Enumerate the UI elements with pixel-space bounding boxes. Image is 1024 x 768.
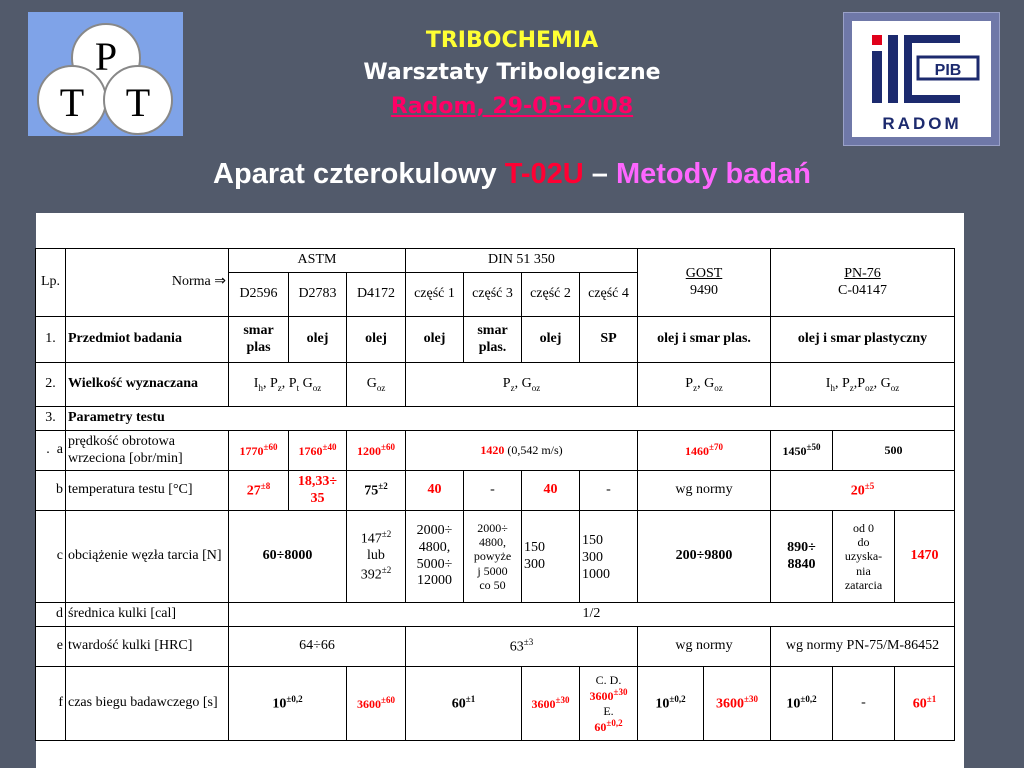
rowb-label: temperatura testu [°C] — [66, 471, 229, 511]
din-part4-header: część 4 — [580, 273, 638, 317]
rowf-gost2: $3600^{\pm 30}$ — [704, 667, 771, 741]
header-title: TRIBOCHEMIA — [425, 28, 599, 53]
astm-header: ASTM — [229, 249, 406, 273]
d2596-header: D2596 — [229, 273, 289, 317]
pn-name: PN-76 — [844, 265, 881, 281]
rowb-din1: 40 — [406, 471, 464, 511]
rowa-label: prędkość obrotowa wrzeciona [obr/min] — [66, 431, 229, 471]
slide-title-methods: Metody badań — [615, 158, 811, 190]
header-date-link[interactable]: Radom, 29-05-2008 — [390, 94, 634, 119]
row3-number: 3. — [36, 407, 66, 431]
svg-text:T: T — [125, 80, 151, 125]
din-part3-header: część 3 — [464, 273, 522, 317]
rowc-letter: c — [36, 511, 66, 603]
row1-din3: smar plas. — [464, 317, 522, 363]
pn-number: C-04147 — [838, 282, 887, 298]
rowc-din4: 150 300 1000 — [580, 511, 638, 603]
rowa-letter-text: a — [56, 442, 63, 458]
rowf-din13: $60^{\pm 1}$ — [406, 667, 522, 741]
rowf-din2: $3600^{\pm 30}$ — [522, 667, 580, 741]
table-panel — [36, 213, 964, 768]
svg-text:T: T — [59, 80, 85, 125]
svg-text:RADOM: RADOM — [882, 114, 962, 133]
rowa-din: 1420 (0,542 m/s) — [406, 431, 638, 471]
rowc-astm: 60÷8000 — [229, 511, 347, 603]
rowb-d2596: $27^{\pm 8}$ — [229, 471, 289, 511]
rowf-gost1: $10^{\pm 0,2}$ — [638, 667, 704, 741]
rowa-gost: $1460^{\pm 70}$ — [638, 431, 771, 471]
rowe-pn: wg normy PN-75/M-86452 — [771, 627, 955, 667]
rowa-d2783: $1760^{\pm 40}$ — [289, 431, 347, 471]
rowc-din1: 2000÷ 4800, 5000÷ 12000 — [406, 511, 464, 603]
row3-label: Parametry testu — [66, 407, 955, 431]
rowf-letter: f — [36, 667, 66, 741]
header-subtitle: Warsztaty Tribologiczne — [363, 60, 661, 85]
rowe-gost: wg normy — [638, 627, 771, 667]
rowb-din3: - — [464, 471, 522, 511]
rowd-value: 1/2 — [229, 603, 955, 627]
slide-title-part1: Aparat czterokulowy — [213, 158, 505, 190]
row1-d2783: olej — [289, 317, 347, 363]
din-header: DIN 51 350 — [406, 249, 638, 273]
slide-title-dash: – — [583, 158, 616, 190]
rowa-d2596: $1770^{\pm 60}$ — [229, 431, 289, 471]
rowb-gost: wg normy — [638, 471, 771, 511]
rowa-letter — [36, 431, 66, 471]
row2-gost: $P_z$, $G_{oz}$ — [638, 363, 771, 407]
rowc-pn2: od 0 do uzyska- nia zatarcia — [833, 511, 895, 603]
rowe-label: twardość kulki [HRC] — [66, 627, 229, 667]
pn-header — [771, 249, 955, 317]
methods-table — [35, 248, 955, 741]
rowf-pn1: $10^{\pm 0,2}$ — [771, 667, 833, 741]
slide-title-device: T-02U — [504, 158, 584, 190]
rowa-pn1: $1450^{\pm 50}$ — [771, 431, 833, 471]
svg-text:P: P — [94, 34, 118, 79]
rowc-d4172: $147^{\pm 2}$ lub $392^{\pm 2}$ — [347, 511, 406, 603]
rowf-label: czas biegu badawczego [s] — [66, 667, 229, 741]
din-part2-header: część 2 — [522, 273, 580, 317]
d4172-header: D4172 — [347, 273, 406, 317]
gost-header — [638, 249, 771, 317]
rowb-d2783: 18,33÷ 35 — [289, 471, 347, 511]
rowa-pn2: 500 — [833, 431, 955, 471]
row2-astm-d2596-d2783: $I_h$, $P_z$, $P_t$ $G_{oz}$ — [229, 363, 347, 407]
row1-pn: olej i smar plastyczny — [771, 317, 955, 363]
rowd-label: średnica kulki [cal] — [66, 603, 229, 627]
rowf-din4: C. D. $3600^{\pm 30}$ E. $60^{\pm 0,2}$ — [580, 667, 638, 741]
rowa-din-note: (0,542 m/s) — [504, 443, 563, 458]
rowf-d4172: $3600^{\pm 60}$ — [347, 667, 406, 741]
gost-name: GOST — [685, 265, 723, 281]
rowb-pn: $20^{\pm 5}$ — [771, 471, 955, 511]
rowc-pn3: 1470 — [895, 511, 955, 603]
rowe-din: $63^{\pm 3}$ — [406, 627, 638, 667]
gost-number: 9490 — [690, 282, 718, 298]
row2-pn: $I_h$, $P_z,P_{oz}$, $G_{oz}$ — [771, 363, 955, 407]
rowe-astm: 64÷66 — [229, 627, 406, 667]
row1-din1: olej — [406, 317, 464, 363]
row1-d4172: olej — [347, 317, 406, 363]
row1-number: 1. — [36, 317, 66, 363]
rowe-letter: e — [36, 627, 66, 667]
lp-header: Lp. — [36, 249, 66, 317]
rowf-astm: $10^{\pm 0,2}$ — [229, 667, 347, 741]
row2-d4172: $G_{oz}$ — [347, 363, 406, 407]
d2783-header: D2783 — [289, 273, 347, 317]
row2-number: 2. — [36, 363, 66, 407]
din-part1-header: część 1 — [406, 273, 464, 317]
rowc-label: obciążenie węzła tarcia [N] — [66, 511, 229, 603]
row2-label: Wielkość wyznaczana — [66, 363, 229, 407]
row2-din: $P_z$, $G_{oz}$ — [406, 363, 638, 407]
rowc-din2: 150 300 — [522, 511, 580, 603]
slide-title — [0, 158, 1024, 191]
rowf-pn3: $60^{\pm 1}$ — [895, 667, 955, 741]
rowb-letter: b — [36, 471, 66, 511]
svg-text:PIB: PIB — [934, 62, 962, 79]
row1-din4: SP — [580, 317, 638, 363]
row1-din2: olej — [522, 317, 580, 363]
rowa-d4172: $1200^{\pm 60}$ — [347, 431, 406, 471]
rowc-gost: 200÷9800 — [638, 511, 771, 603]
rowf-pn2: - — [833, 667, 895, 741]
itee-pib-logo — [843, 12, 1000, 146]
rowa-dot: . — [46, 442, 50, 458]
rowb-din4: - — [580, 471, 638, 511]
row1-label: Przedmiot badania — [66, 317, 229, 363]
rowb-d4172: $75^{\pm 2}$ — [347, 471, 406, 511]
rowc-pn1: 890÷ 8840 — [771, 511, 833, 603]
row1-gost: olej i smar plas. — [638, 317, 771, 363]
norma-header: Norma ⇒ — [66, 249, 229, 317]
row1-d2596: smar plas — [229, 317, 289, 363]
rowb-din2: 40 — [522, 471, 580, 511]
rowd-letter: d — [36, 603, 66, 627]
rowc-din3: 2000÷ 4800, powyże j 5000 co 50 — [464, 511, 522, 603]
ptt-logo — [28, 12, 183, 136]
